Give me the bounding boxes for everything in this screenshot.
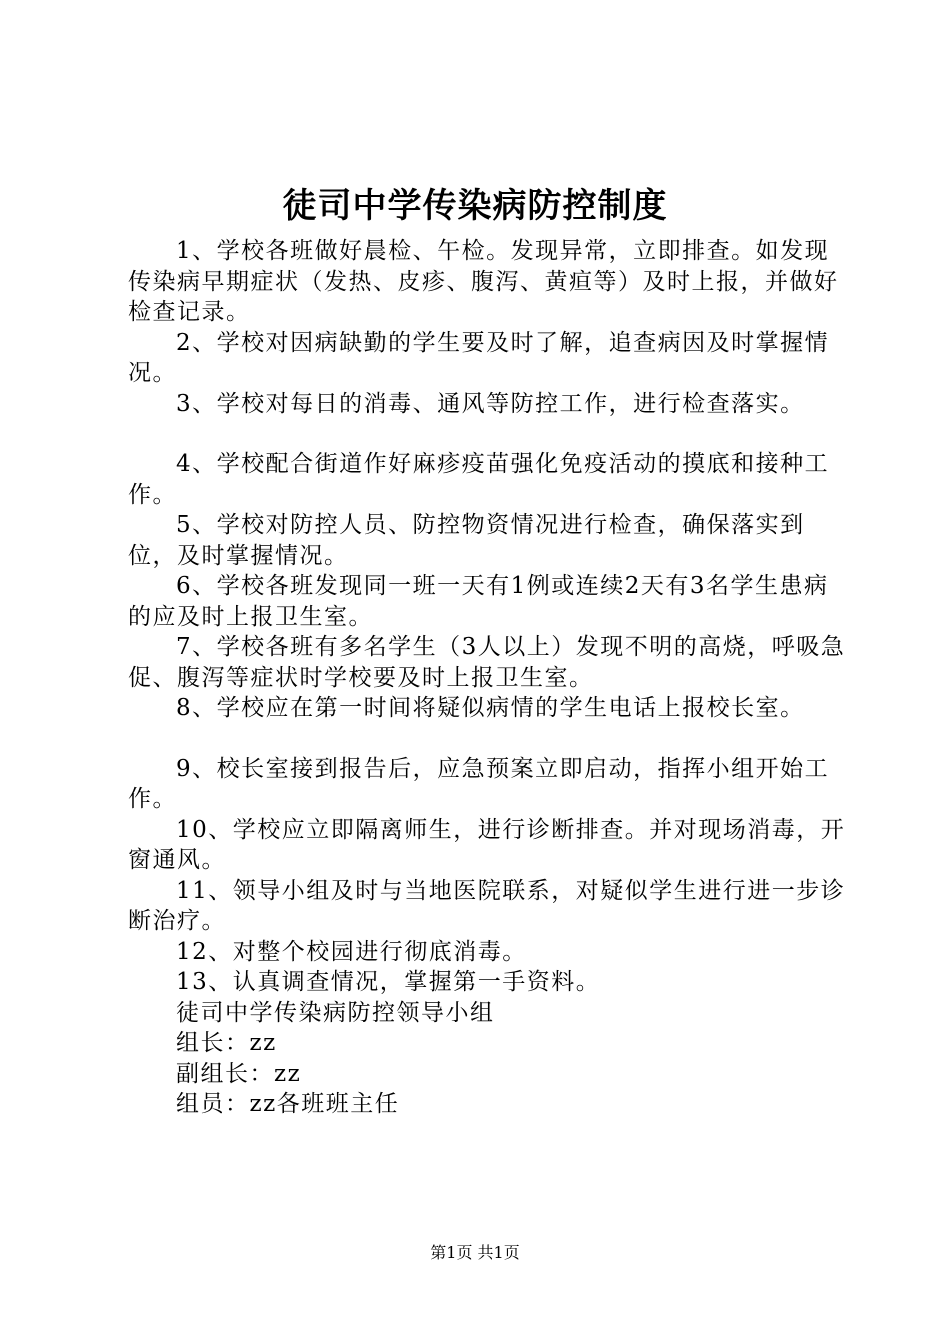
group-deputy: 副组长：zz	[176, 1060, 302, 1087]
paragraph-8: 8、学校应在第一时间将疑似病情的学生电话上报校长室。	[176, 695, 805, 721]
paragraph-11: 11、领导小组及时与当地医院联系，对疑似学生进行进一步诊断治疗。	[128, 877, 846, 934]
paragraph-7: 7、学校各班有多名学生（3人以上）发现不明的高烧，呼吸急促、腹泻等症状时学校要及时上报卫生室。	[128, 634, 846, 691]
group-leader: 组长：zz	[176, 1030, 277, 1056]
paragraph-12: 12、对整个校园进行彻底消毒。	[176, 938, 527, 965]
paragraph-3: 3、学校对每日的消毒、通风等防控工作，进行检查落实。	[176, 390, 805, 417]
paragraph-6: 6、学校各班发现同一班一天有1例或连续2天有3名学生患病的应及时上报卫生室。	[128, 573, 829, 630]
document-title: 徒司中学传染病防控制度	[282, 186, 668, 226]
paragraph-10: 10、学校应立即隔离师生，进行诊断排查。并对现场消毒，开窗通风。	[128, 816, 846, 873]
paragraph-1: 1、学校各班做好晨检、午检。发现异常，立即排查。如发现传染病早期症状（发热、皮疹、腹泻、黄疸等）及时上报，并做好检查记录。	[128, 238, 839, 325]
paragraph-2: 2、学校对因病缺勤的学生要及时了解，追查病因及时掌握情况。	[128, 329, 830, 386]
paragraph-13: 13、认真调查情况，掌握第一手资料。	[176, 969, 601, 995]
paragraph-5: 5、学校对防控人员、防控物资情况进行检查，确保落实到位，及时掌握情况。	[128, 512, 805, 569]
paragraph-9: 9、校长室接到报告后，应急预案立即启动，指挥小组开始工作。	[128, 755, 830, 812]
document-body	[128, 236, 848, 1120]
group-name: 徒司中学传染病防控领导小组	[176, 999, 495, 1026]
page-footer: 第1页 共1页	[430, 1243, 520, 1262]
group-members: 组员：zz各班班主任	[176, 1091, 400, 1117]
paragraph-4: 4、学校配合街道作好麻疹疫苗强化免疫活动的摸底和接种工作。	[128, 451, 830, 508]
